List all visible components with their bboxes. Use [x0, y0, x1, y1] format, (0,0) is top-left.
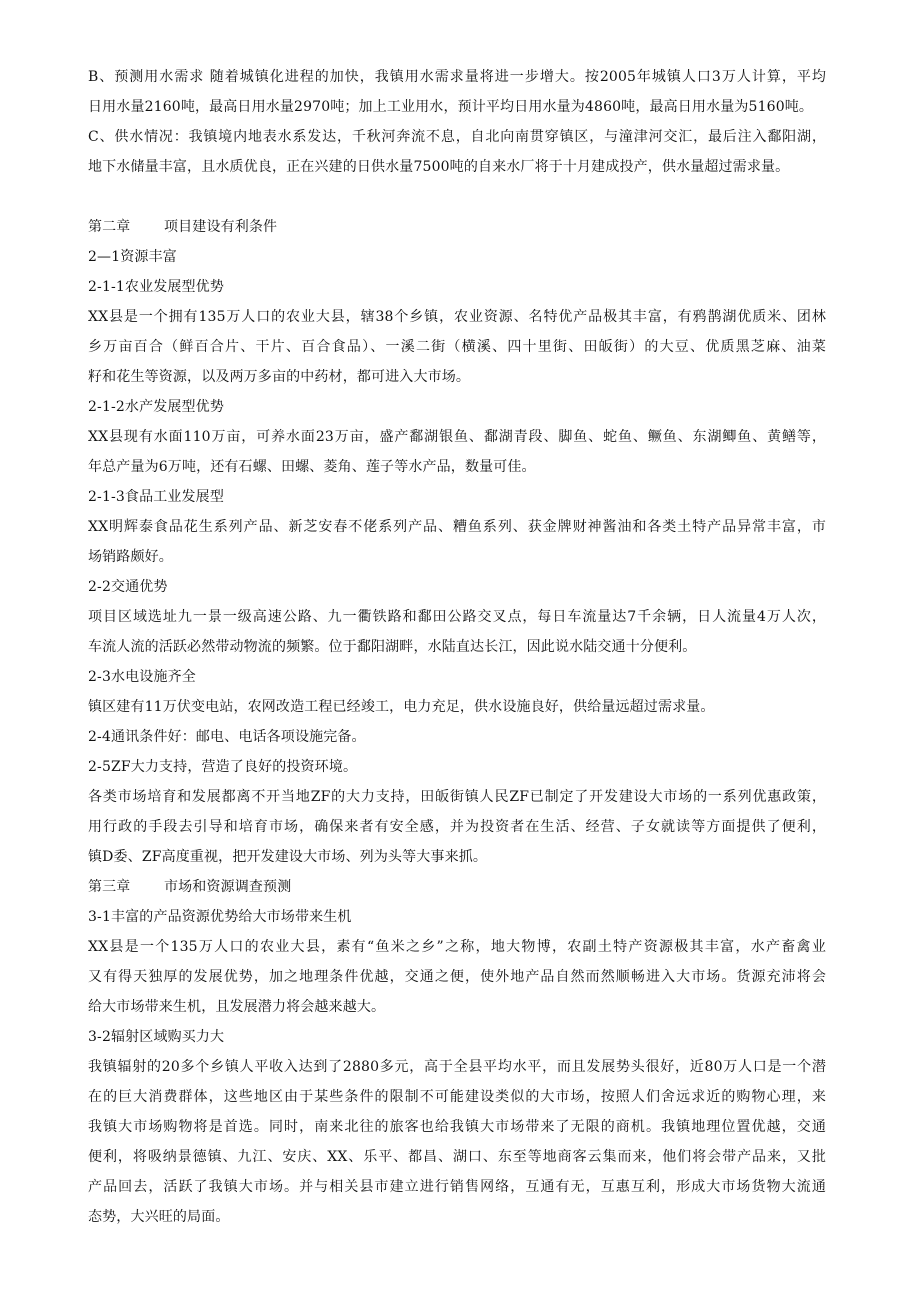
section-3-1-line-1: XX县是一个135万人口的农业大县，素有“鱼米之乡”之称，地大物博，农副土特产资源极其丰富，水产畜禽业 [88, 939, 826, 955]
chapter-3-heading [88, 872, 848, 902]
section-2-1-1-line-2: 乡万亩百合（鲜百合片、干片、百合食品）、一溪二街（横溪、四十里街、田皈街）的大豆、优质黑芝麻、油菜 [88, 339, 826, 355]
paragraph-b-line-2: 日用水量2160吨，最高日用水量2970吨；加上工业用水，预计平均日用水量为4860吨，最高日用水量为5160吨。 [88, 99, 814, 115]
section-2-1-3-heading: 2-1-3食品工业发展型 [88, 489, 224, 505]
section-2-3-heading: 2-3水电设施齐全 [88, 669, 196, 685]
section-2-1-2-line-2: 年总产量为6万吨，还有石螺、田螺、菱角、莲子等水产品，数量可佳。 [88, 459, 536, 475]
paragraph-c-line-2: 地下水储量丰富，且水质优良，正在兴建的日供水量7500吨的自来水厂将于十月建成投产，供水量超过需求量。 [88, 159, 790, 175]
chapter-2-heading [88, 212, 848, 242]
section-3-1-line-3: 给大市场带来生机，且发展潜力将会越来越大。 [88, 999, 386, 1015]
chapter-3-number: 第三章 [88, 879, 131, 895]
section-3-1-line-2: 又有得天独厚的发展优势，加之地理条件优越，交通之便，使外地产品自然而然顺畅进入大市场。货源充沛将会 [88, 969, 826, 985]
section-2-1-1-line-3: 籽和花生等资源，以及两万多亩的中药材，都可进入大市场。 [88, 369, 471, 385]
section-3-2-heading: 3-2辐射区域购买力大 [88, 1029, 225, 1045]
section-3-2-line-1: 我镇辐射的20多个乡镇人平收入达到了2880多元，高于全县平均水平，而且发展势头很好，近80万人口是一个潜 [88, 1059, 826, 1075]
section-2-2-line-1: 项目区域选址九一景一级高速公路、九一衢铁路和鄱田公路交叉点，每日车流量达7千余辆，日人流量4万人次， [88, 609, 826, 625]
section-3-2-line-2: 在的巨大消费群体，这些地区由于某些条件的限制不可能建设类似的大市场，按照人们舍远求近的购物心理，来 [88, 1089, 826, 1105]
section-2-1-3-line-2: 场销路颇好。 [88, 549, 173, 565]
chapter-2-title: 项目建设有利条件 [164, 219, 278, 235]
chapter-3-title: 市场和资源调查预测 [164, 879, 292, 895]
section-2-5-line-2: 用行政的手段去引导和培育市场，确保来者有安全感，并为投资者在生活、经营、子女就读等方面提供了便利， [88, 819, 826, 835]
section-2-1-2-heading: 2-1-2水产发展型优势 [88, 399, 224, 415]
blank-line [88, 182, 848, 212]
chapter-2-number: 第二章 [88, 219, 131, 235]
section-2-1-heading: 2—1资源丰富 [88, 249, 177, 265]
section-3-2-line-3: 我镇大市场购物将是首选。同时，南来北往的旅客也给我镇大市场带来了无限的商机。我镇地理位置优越，交通 [88, 1119, 826, 1135]
section-2-1-1-line-1: XX县是一个拥有135万人口的农业大县，辖38个乡镇，农业资源、名特优产品极其丰富，有鸦鹊湖优质米、团林 [88, 309, 826, 325]
section-2-5-heading: 2-5ZF大力支持，营造了良好的投资环境。 [88, 759, 358, 775]
document-page [88, 62, 848, 1232]
section-2-1-1-heading: 2-1-1农业发展型优势 [88, 279, 224, 295]
section-2-5-line-1: 各类市场培育和发展都离不开当地ZF的大力支持，田皈街镇人民ZF已制定了开发建设大市场的一系列优惠政策， [88, 789, 826, 805]
section-2-2-heading: 2-2交通优势 [88, 579, 168, 595]
section-2-1-3-line-1: XX明辉泰食品花生系列产品、新芝安春不佬系列产品、糟鱼系列、获金牌财神酱油和各类土特产品异常丰富，市 [88, 519, 826, 535]
section-2-4-heading: 2-4通讯条件好：邮电、电话各项设施完备。 [88, 729, 366, 745]
section-2-3-line-1: 镇区建有11万伏变电站，农网改造工程已经竣工，电力充足，供水设施良好，供给量远超过需求量。 [88, 699, 715, 715]
paragraph-c-line-1: C、供水情况：我镇境内地表水系发达，千秋河奔流不息，自北向南贯穿镇区，与潼津河交汇，最后注入鄱阳湖， [88, 129, 826, 145]
section-2-5-line-3: 镇D委、ZF高度重视，把开发建设大市场、列为头等大事来抓。 [88, 849, 488, 865]
section-2-2-line-2: 车流人流的活跃必然带动物流的频繁。位于鄱阳湖畔，水陆直达长江，因此说水陆交通十分便利。 [88, 639, 697, 655]
section-2-1-2-line-1: XX县现有水面110万亩，可养水面23万亩，盛产鄱湖银鱼、鄱湖青段、脚鱼、蛇鱼、鳜鱼、东湖鲫鱼、黄鳝等， [88, 429, 826, 445]
section-3-1-heading: 3-1丰富的产品资源优势给大市场带来生机 [88, 909, 352, 925]
paragraph-b-line-1: B、预测用水需求 随着城镇化进程的加快，我镇用水需求量将进一步增大。按2005年城镇人口3万人计算，平均 [88, 69, 826, 85]
section-3-2-line-5: 产品回去，活跃了我镇大市场。并与相关县市建立进行销售网络，互通有无，互惠互利，形成大市场货物大流通 [88, 1179, 826, 1195]
section-3-2-line-6: 态势，大兴旺的局面。 [88, 1209, 230, 1225]
section-3-2-line-4: 便利，将吸纳景德镇、九江、安庆、XX、乐平、都昌、湖口、东至等地商客云集而来，他们将会带产品来，又批 [88, 1149, 826, 1165]
